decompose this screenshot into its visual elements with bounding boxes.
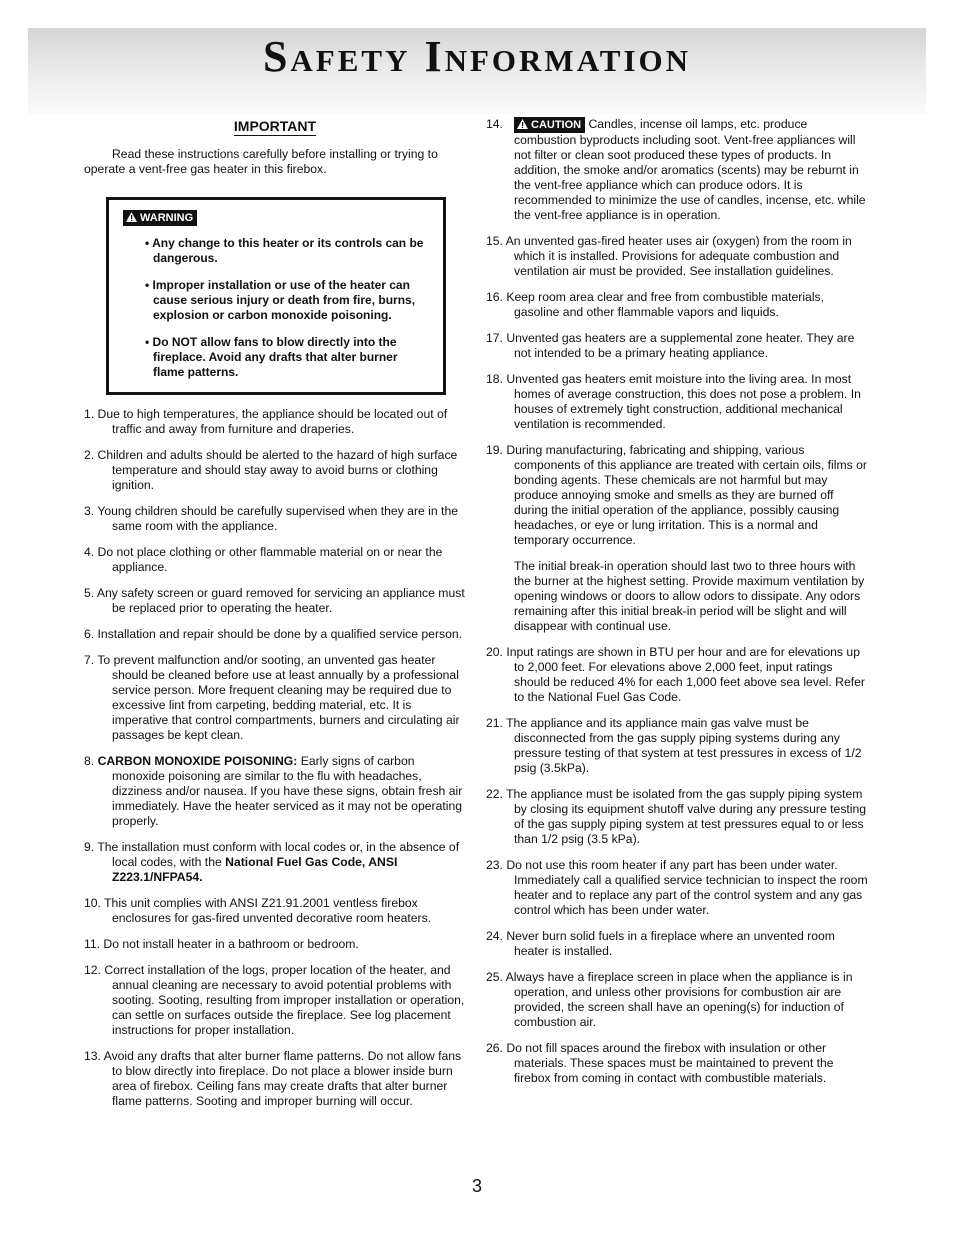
caution-label (514, 117, 585, 133)
list-item: 13. Avoid any drafts that alter burner flame patterns. Do not allow fans to blow directly into fireplace. Do not place a blower inside burn area of firebox. Ceiling fans may create drafts that alter burner flame patterns. Sooting and improper burning will occur. (84, 1049, 462, 1108)
item-text: Candles, incense oil lamps, etc. produce combustion byproducts including soot. Vent-free appliances will not filter or clean soot produced these types of products. In addition, the smoke and/or aromatics (scents) may be reburnt in the vent-free appliance which can produce odors. It is recommended to minimize the use of candles, incense, etc. while the vent-free appliance is in operation. (514, 117, 866, 222)
list-item: 24. Never burn solid fuels in a fireplace where an unvented room heater is installed. (486, 929, 835, 958)
item-number: 14. (486, 117, 503, 131)
important-heading-text: IMPORTANT (233, 118, 317, 134)
important-heading (84, 117, 466, 135)
list-item: 4. Do not place clothing or other flammable material on or near the appliance. (84, 545, 443, 574)
list-item: 15. An unvented gas-fired heater uses air (oxygen) from the room in which it is installed. Provisions for adequate combustion and ventilation air must be provided. See installation guidelines. (486, 234, 852, 278)
list-item: 2. Children and adults should be alerted to the hazard of high surface temperature and should stay away to avoid burns or clothing ignition. (84, 448, 458, 492)
item-bold-text: National Fuel Gas Code, ANSI Z223.1/NFPA54. (112, 855, 398, 884)
warning-triangle-icon (517, 119, 528, 129)
warning-label-text: WARNING (140, 212, 194, 224)
warning-bullet: • Any change to this heater or its controls can be dangerous. (145, 236, 424, 265)
item-number: 8. (84, 754, 98, 768)
item-text-block (514, 117, 870, 223)
warning-list (145, 236, 429, 380)
list-item: 5. Any safety screen or guard removed for servicing an appliance must be replaced prior to operating the heater. (84, 586, 465, 615)
list-item-sub-paragraph: The initial break-in operation should last two to three hours with the burner at the highest setting. Provide maximum ventilation by opening windows or doors to allow odors to dissipate. Any odors remaining after this initial break-in period will be slight and will disappear with continual use. (514, 559, 865, 633)
list-item: 25. Always have a fireplace screen in place when the appliance is in operation, and unless other provisions for combustion air are provided, the screen shall have an opening(s) for induction of combustion air. (486, 970, 853, 1029)
list-item: 7. To prevent malfunction and/or sooting, an unvented gas heater should be cleaned before use at least annually by a professional service person. More frequent cleaning may be required due to excessive lint from carpeting, bedding material, etc. It is imperative that control compartments, burners and circulating air passages be kept clean. (84, 653, 460, 742)
list-item: 3. Young children should be carefully supervised when they are in the same room with the appliance. (84, 504, 458, 533)
list-item: 12. Correct installation of the logs, proper location of the heater, and annual cleaning are necessary to avoid potential problems with sooting. Sooting, resulting from improper installation or operation, can settle on surfaces outside the fireplace. See log placement instructions for proper installation. (84, 963, 465, 1037)
list-item: 1. Due to high temperatures, the appliance should be located out of traffic and away from furniture and draperies. (84, 407, 448, 436)
list-item: 26. Do not fill spaces around the firebox with insulation or other materials. These spaces must be maintained to prevent the firebox from coming in contact with combustible materials. (486, 1041, 834, 1085)
list-item: 10. This unit complies with ANSI Z21.91.2001 ventless firebox enclosures for gas-fired unvented decorative room heaters. (84, 896, 432, 925)
list-item: 16. Keep room area clear and free from combustible materials, gasoline and other flammable vapors and liquids. (486, 290, 825, 319)
item-text: Early signs of carbon monoxide poisoning are similar to the flu with headaches, dizziness and/or nausea. If you have these signs, obtain fresh air immediately. Have the heater serviced as it may not be operating properly. (112, 754, 463, 828)
list-item: 17. Unvented gas heaters are a supplemental zone heater. They are not intended to be a primary heating appliance. (486, 331, 855, 360)
item-text: 9. The installation must conform with local codes or, in the absence of local codes, with the (84, 840, 460, 869)
page-number: 3 (471, 1176, 482, 1196)
left-column (84, 117, 466, 1120)
warning-box (106, 197, 446, 395)
list-item: 23. Do not use this room heater if any part has been under water. Immediately call a qualified service technician to inspect the room heater and to replace any part of the control system and any gas control which has been under water. (486, 858, 868, 917)
warning-bullet: • Improper installation or use of the heater can cause serious injury or death from fire, burns, explosion or carbon monoxide poisoning. (145, 278, 416, 322)
list-item: 22. The appliance must be isolated from the gas supply piping system by closing its equipment shutoff valve during any pressure testing of the gas supply piping system at test pressures equal to or less than 1/2 psig (3.5 kPa). (486, 787, 867, 846)
list-item-14 (486, 117, 870, 223)
warning-triangle-icon (126, 212, 137, 222)
list-item: 21. The appliance and its appliance main gas valve must be disconnected from the gas supply piping systems during any pressure testing of that system at test pressures in excess of 1/2 psig (3.5kPa). (486, 716, 862, 775)
warning-label (123, 210, 197, 226)
right-column (486, 117, 870, 1097)
list-item: 18. Unvented gas heaters emit moisture into the living area. In most homes of average construction, this does not pose a problem. In houses of extremely tight construction, additional mechanical ventilation is recommended. (486, 372, 861, 431)
item-bold-text: CARBON MONOXIDE POISONING: (97, 754, 298, 768)
list-item-9 (84, 840, 466, 885)
caution-label-text: CAUTION (531, 119, 582, 131)
list-item: 20. Input ratings are shown in BTU per hour and are for elevations up to 2,000 feet. For elevations above 2,000 feet, input ratings should be reduced 4% for each 1,000 feet above sea level. Refer to the National Fuel Gas Code. (486, 645, 865, 704)
page-title: Safety Information (262, 32, 692, 81)
list-item: 11. Do not install heater in a bathroom or bedroom. (84, 937, 359, 951)
warning-bullet: • Do NOT allow fans to blow directly into the fireplace. Avoid any drafts that alter burner flame patterns. (145, 335, 398, 379)
list-item: 19. During manufacturing, fabricating and shipping, various components of this appliance are treated with certain oils, films or bonding agents. These chemicals are not harmful but may produce annoying smoke and smells as they are burned off during the initial operation of the appliance, possibly causing headaches, or eye or lung irritation. This is a normal and temporary occurrence. (486, 443, 867, 547)
list-item: 6. Installation and repair should be done by a qualified service person. (84, 627, 463, 641)
list-item-8 (84, 754, 466, 829)
intro-text: Read these instructions carefully before installing or trying to operate a vent-free gas heater in this firebox. (84, 147, 438, 176)
